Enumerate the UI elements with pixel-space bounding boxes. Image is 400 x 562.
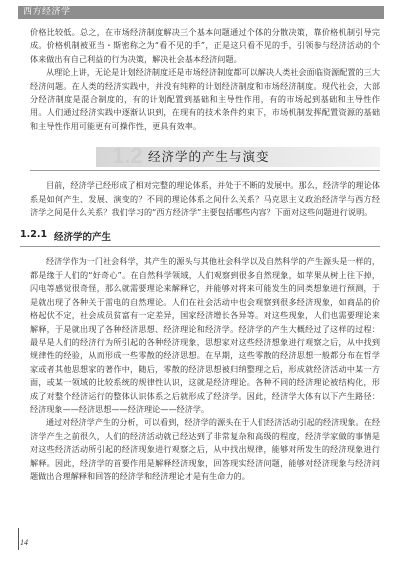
paragraph: 通过对经济学产生的分析，可以看到，经济学的源头在于人们经济活动引起的经济现象。在经济学产生之前很久，人们的经济活动就已经达到了非常复杂和高级的程度，经济学家做的事情是对这些经济活动所引起的经济现象进行观察之后，从中找出规律，能够对所发生的经济现象进行解释。因此，经济学的首要作用是解释经济现象，回答现实经济问题，能够对经济现象与经济问题做出合理解释和回答的经济学和经济理论才是有生命力的。 [30, 417, 380, 481]
page-content [20, 26, 380, 483]
page-margin-rule [18, 528, 19, 550]
paragraph: 经济学作为一门社会科学，其产生的源头与其他社会科学以及自然科学的产生源头是一样的，都是缘于人们的“好奇心”。在自然科学领域，人们观察到很多自然现象，如苹果从树上往下掉，闪电等感觉很奇怪，那么就需要理论来解释它，并能够对将来可能发生的同类想象进行预测，于是就出现了各种关于雷电的自然理论。人们在社会活动中也会观察到很多经济现象，如商品的价格起伏不定，社会成员贫富有一定差异，国家经济增长各异等。对这些现象，人们也需要理论来解释，于是就出现了各种经济思想、经济理论和经济学。经济学的产生大概经过了这样的过程：最早是人们的经济行为所引起的各种经济现象，思想家对这些经济想象进行观察之后，从中找到规律性的经验，从而形成一些零散的经济思想。在早期，这些零散的经济思想一般都分布在哲学家或者其他思想家的著作中，随后，零散的经济思想被归纳整理之后，形成就经济活动中某一方面，或某一领域的比较系统的规律性认识，这就是经济理论。各种不同的经济理论被结构化，形成了对整个经济运行的整体认识体系之后就形成了经济学。因此，经济学大体有以下产生路径：经济现象——经济思想——经济理论——经济学。 [30, 256, 380, 414]
paragraph: 从理论上讲，无论是计划经济制度还是市场经济制度都可以解决人类社会面临资源配置的三大经济问题。在人类的经济实践中，并没有纯粹的计划经济制度和市场经济制度。现代社会，大部分经济制度是混合制度的，有的计划配置到基础和主导性作用，有的市场起到基础和主导性作用。人们通过经济实践中逐渐认识到，在现有的技术条件约束下，市场机制发挥配置资源的基础和主导性作用可能更有可操作性，更具有效率。 [30, 67, 380, 131]
page-number: 14 [20, 538, 28, 547]
subsection-number: 1.2.1 [20, 229, 48, 241]
running-header-title: 西方经济学 [23, 7, 71, 17]
subsection-heading [20, 229, 380, 247]
running-header [18, 6, 384, 19]
paragraph: 价格比较低。总之，在市场经济制度解决三个基本问题通过个体的分散决策，靠价格机制引导完成。价格机制被亚当・斯密称之为“看不见的手”，正是这只看不见的手，引领参与经济活动的个体来做出有自己利益的行为决策，解决社会基本经济问题。 [30, 27, 380, 64]
subsection-title: 经济学的产生 [54, 232, 112, 244]
section-title: 经济学的产生与演变 [148, 149, 270, 165]
paragraph: 目前，经济学已经形成了相对完整的理论体系，并处于不断的发展中。那么，经济学的理论体系是如何产生、发展、演变的？不同的理论体系之间什么关系？马克思主义政治经济学与西方经济学之间是什么关系？我们学习的“西方经济学”主要包括哪些内容？下面对这些问题进行说明。 [30, 180, 380, 218]
section-number: 1.2 [112, 143, 143, 169]
section-heading [30, 142, 380, 171]
